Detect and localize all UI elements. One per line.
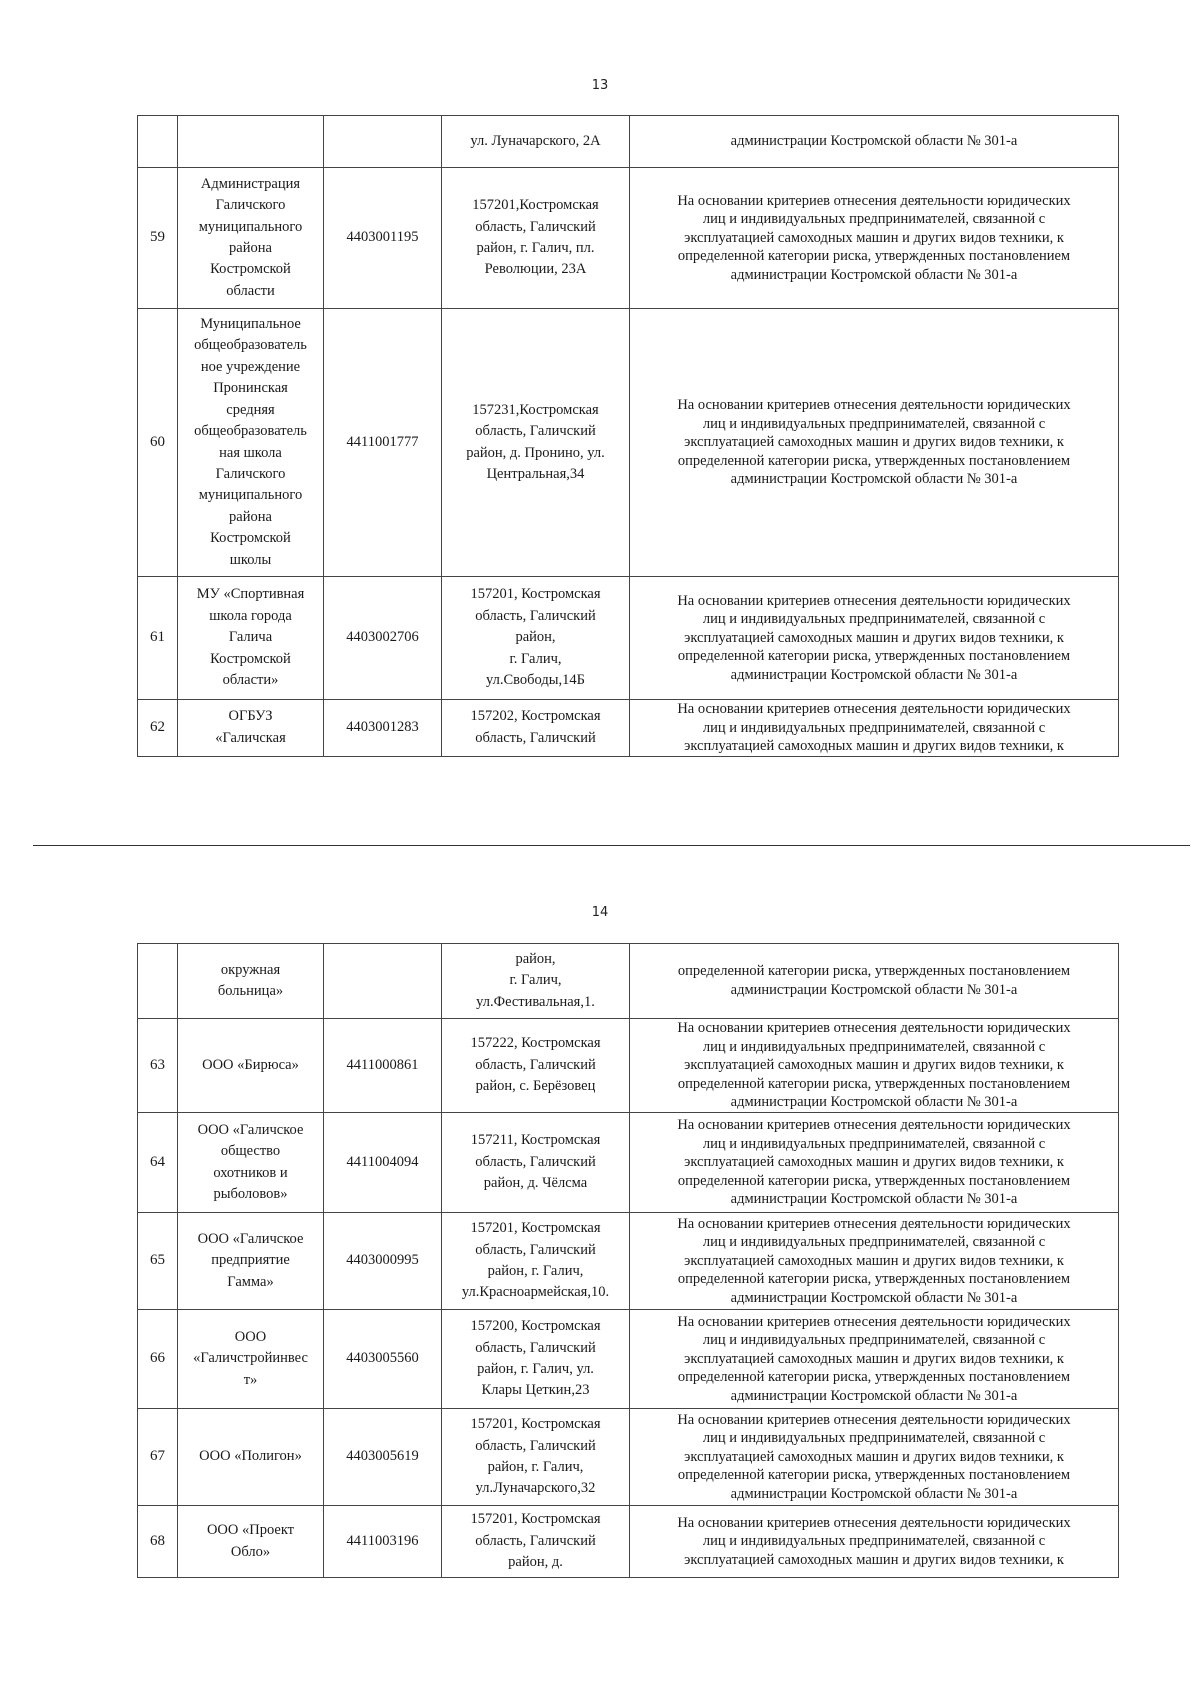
table-row: [138, 1310, 1119, 1409]
inn: 4403001283: [324, 700, 442, 757]
basis: На основании критериев отнесения деятельности юридических лиц и индивидуальных предпринимателей, связанной с эксплуатацией самоходных машин и других видов техники, к: [630, 1506, 1119, 1578]
address: 157201, Костромская область, Галичский район, д.: [442, 1506, 630, 1578]
organization-name: ООО «Бирюса»: [178, 1019, 324, 1113]
basis: На основании критериев отнесения деятельности юридических лиц и индивидуальных предпринимателей, связанной с эксплуатацией самоходных машин и других видов техники, к определенной категории риска, утвержденных постановлением администрации Костромской области № 301-а: [630, 577, 1119, 700]
basis: На основании критериев отнесения деятельности юридических лиц и индивидуальных предпринимателей, связанной с эксплуатацией самоходных машин и других видов техники, к определенной категории риска, утвержденных постановлением администрации Костромской области № 301-а: [630, 309, 1119, 577]
table-row: [138, 1019, 1119, 1113]
row-number: 68: [138, 1506, 178, 1578]
organization-name: ООО «Проект Обло»: [178, 1506, 324, 1578]
organization-name: Муниципальное общеобразователь ное учреждение Пронинская средняя общеобразователь ная школа Галичского муниципального района Костромской школы: [178, 309, 324, 577]
basis: На основании критериев отнесения деятельности юридических лиц и индивидуальных предпринимателей, связанной с эксплуатацией самоходных машин и других видов техники, к определенной категории риска, утвержденных постановлением администрации Костромской области № 301-а: [630, 168, 1119, 309]
table-row: [138, 309, 1119, 577]
organization-name: окружная больница»: [178, 944, 324, 1019]
address: 157202, Костромская область, Галичский: [442, 700, 630, 757]
organization-name: МУ «Спортивная школа города Галича Костромской области»: [178, 577, 324, 700]
inn: 4403001195: [324, 168, 442, 309]
page-number-bottom: 14: [591, 905, 609, 920]
organization-name: ООО «Галичстройинвес т»: [178, 1310, 324, 1409]
basis: На основании критериев отнесения деятельности юридических лиц и индивидуальных предпринимателей, связанной с эксплуатацией самоходных машин и других видов техники, к определенной категории риска, утвержденных постановлением администрации Костромской области № 301-а: [630, 1409, 1119, 1506]
table-row: [138, 577, 1119, 700]
address: 157201, Костромская область, Галичский район, г. Галич, ул.Свободы,14Б: [442, 577, 630, 700]
table-row: [138, 944, 1119, 1019]
registry-table-bottom: [137, 943, 1119, 1578]
address: 157201,Костромская область, Галичский район, г. Галич, пл. Революции, 23А: [442, 168, 630, 309]
address: район, г. Галич, ул.Фестивальная,1.: [442, 944, 630, 1019]
row-number: 67: [138, 1409, 178, 1506]
row-number: 66: [138, 1310, 178, 1409]
basis: На основании критериев отнесения деятельности юридических лиц и индивидуальных предпринимателей, связанной с эксплуатацией самоходных машин и других видов техники, к определенной категории риска, утвержденных постановлением администрации Костромской области № 301-а: [630, 1213, 1119, 1310]
inn: 4403002706: [324, 577, 442, 700]
basis: администрации Костромской области № 301-а: [630, 116, 1119, 168]
inn: 4411004094: [324, 1113, 442, 1213]
basis: На основании критериев отнесения деятельности юридических лиц и индивидуальных предпринимателей, связанной с эксплуатацией самоходных машин и других видов техники, к определенной категории риска, утвержденных постановлением администрации Костромской области № 301-а: [630, 1113, 1119, 1213]
page-divider: [33, 845, 1190, 846]
inn: 4403005560: [324, 1310, 442, 1409]
organization-name: Администрация Галичского муниципального района Костромской области: [178, 168, 324, 309]
inn: [324, 116, 442, 168]
organization-name: [178, 116, 324, 168]
address: 157201, Костромская область, Галичский район, г. Галич, ул.Красноармейская,10.: [442, 1213, 630, 1310]
inn: [324, 944, 442, 1019]
row-number: [138, 944, 178, 1019]
table-row: [138, 1506, 1119, 1578]
inn: 4403000995: [324, 1213, 442, 1310]
address: ул. Луначарского, 2А: [442, 116, 630, 168]
inn: 4403005619: [324, 1409, 442, 1506]
row-number: 60: [138, 309, 178, 577]
table-row: [138, 168, 1119, 309]
row-number: 62: [138, 700, 178, 757]
table-row: [138, 1409, 1119, 1506]
row-number: 63: [138, 1019, 178, 1113]
basis: определенной категории риска, утвержденных постановлением администрации Костромской области № 301-а: [630, 944, 1119, 1019]
inn: 4411000861: [324, 1019, 442, 1113]
address: 157211, Костромская область, Галичский район, д. Чёлсма: [442, 1113, 630, 1213]
table-row: [138, 116, 1119, 168]
page-number-top: 13: [591, 78, 609, 93]
row-number: 59: [138, 168, 178, 309]
address: 157201, Костромская область, Галичский район, г. Галич, ул.Луначарского,32: [442, 1409, 630, 1506]
table-row: [138, 1213, 1119, 1310]
inn: 4411003196: [324, 1506, 442, 1578]
organization-name: ООО «Галичское предприятие Гамма»: [178, 1213, 324, 1310]
basis: На основании критериев отнесения деятельности юридических лиц и индивидуальных предпринимателей, связанной с эксплуатацией самоходных машин и других видов техники, к: [630, 700, 1119, 757]
registry-table-top: [137, 115, 1119, 757]
table-row: [138, 1113, 1119, 1213]
row-number: [138, 116, 178, 168]
inn: 4411001777: [324, 309, 442, 577]
organization-name: ООО «Полигон»: [178, 1409, 324, 1506]
row-number: 65: [138, 1213, 178, 1310]
address: 157231,Костромская область, Галичский район, д. Пронино, ул. Центральная,34: [442, 309, 630, 577]
row-number: 61: [138, 577, 178, 700]
organization-name: ОГБУЗ «Галичская: [178, 700, 324, 757]
basis: На основании критериев отнесения деятельности юридических лиц и индивидуальных предпринимателей, связанной с эксплуатацией самоходных машин и других видов техники, к определенной категории риска, утвержденных постановлением администрации Костромской области № 301-а: [630, 1019, 1119, 1113]
organization-name: ООО «Галичское общество охотников и рыболовов»: [178, 1113, 324, 1213]
address: 157200, Костромская область, Галичский район, г. Галич, ул. Клары Цеткин,23: [442, 1310, 630, 1409]
address: 157222, Костромская область, Галичский район, с. Берёзовец: [442, 1019, 630, 1113]
basis: На основании критериев отнесения деятельности юридических лиц и индивидуальных предпринимателей, связанной с эксплуатацией самоходных машин и других видов техники, к определенной категории риска, утвержденных постановлением администрации Костромской области № 301-а: [630, 1310, 1119, 1409]
row-number: 64: [138, 1113, 178, 1213]
table-row: [138, 700, 1119, 757]
